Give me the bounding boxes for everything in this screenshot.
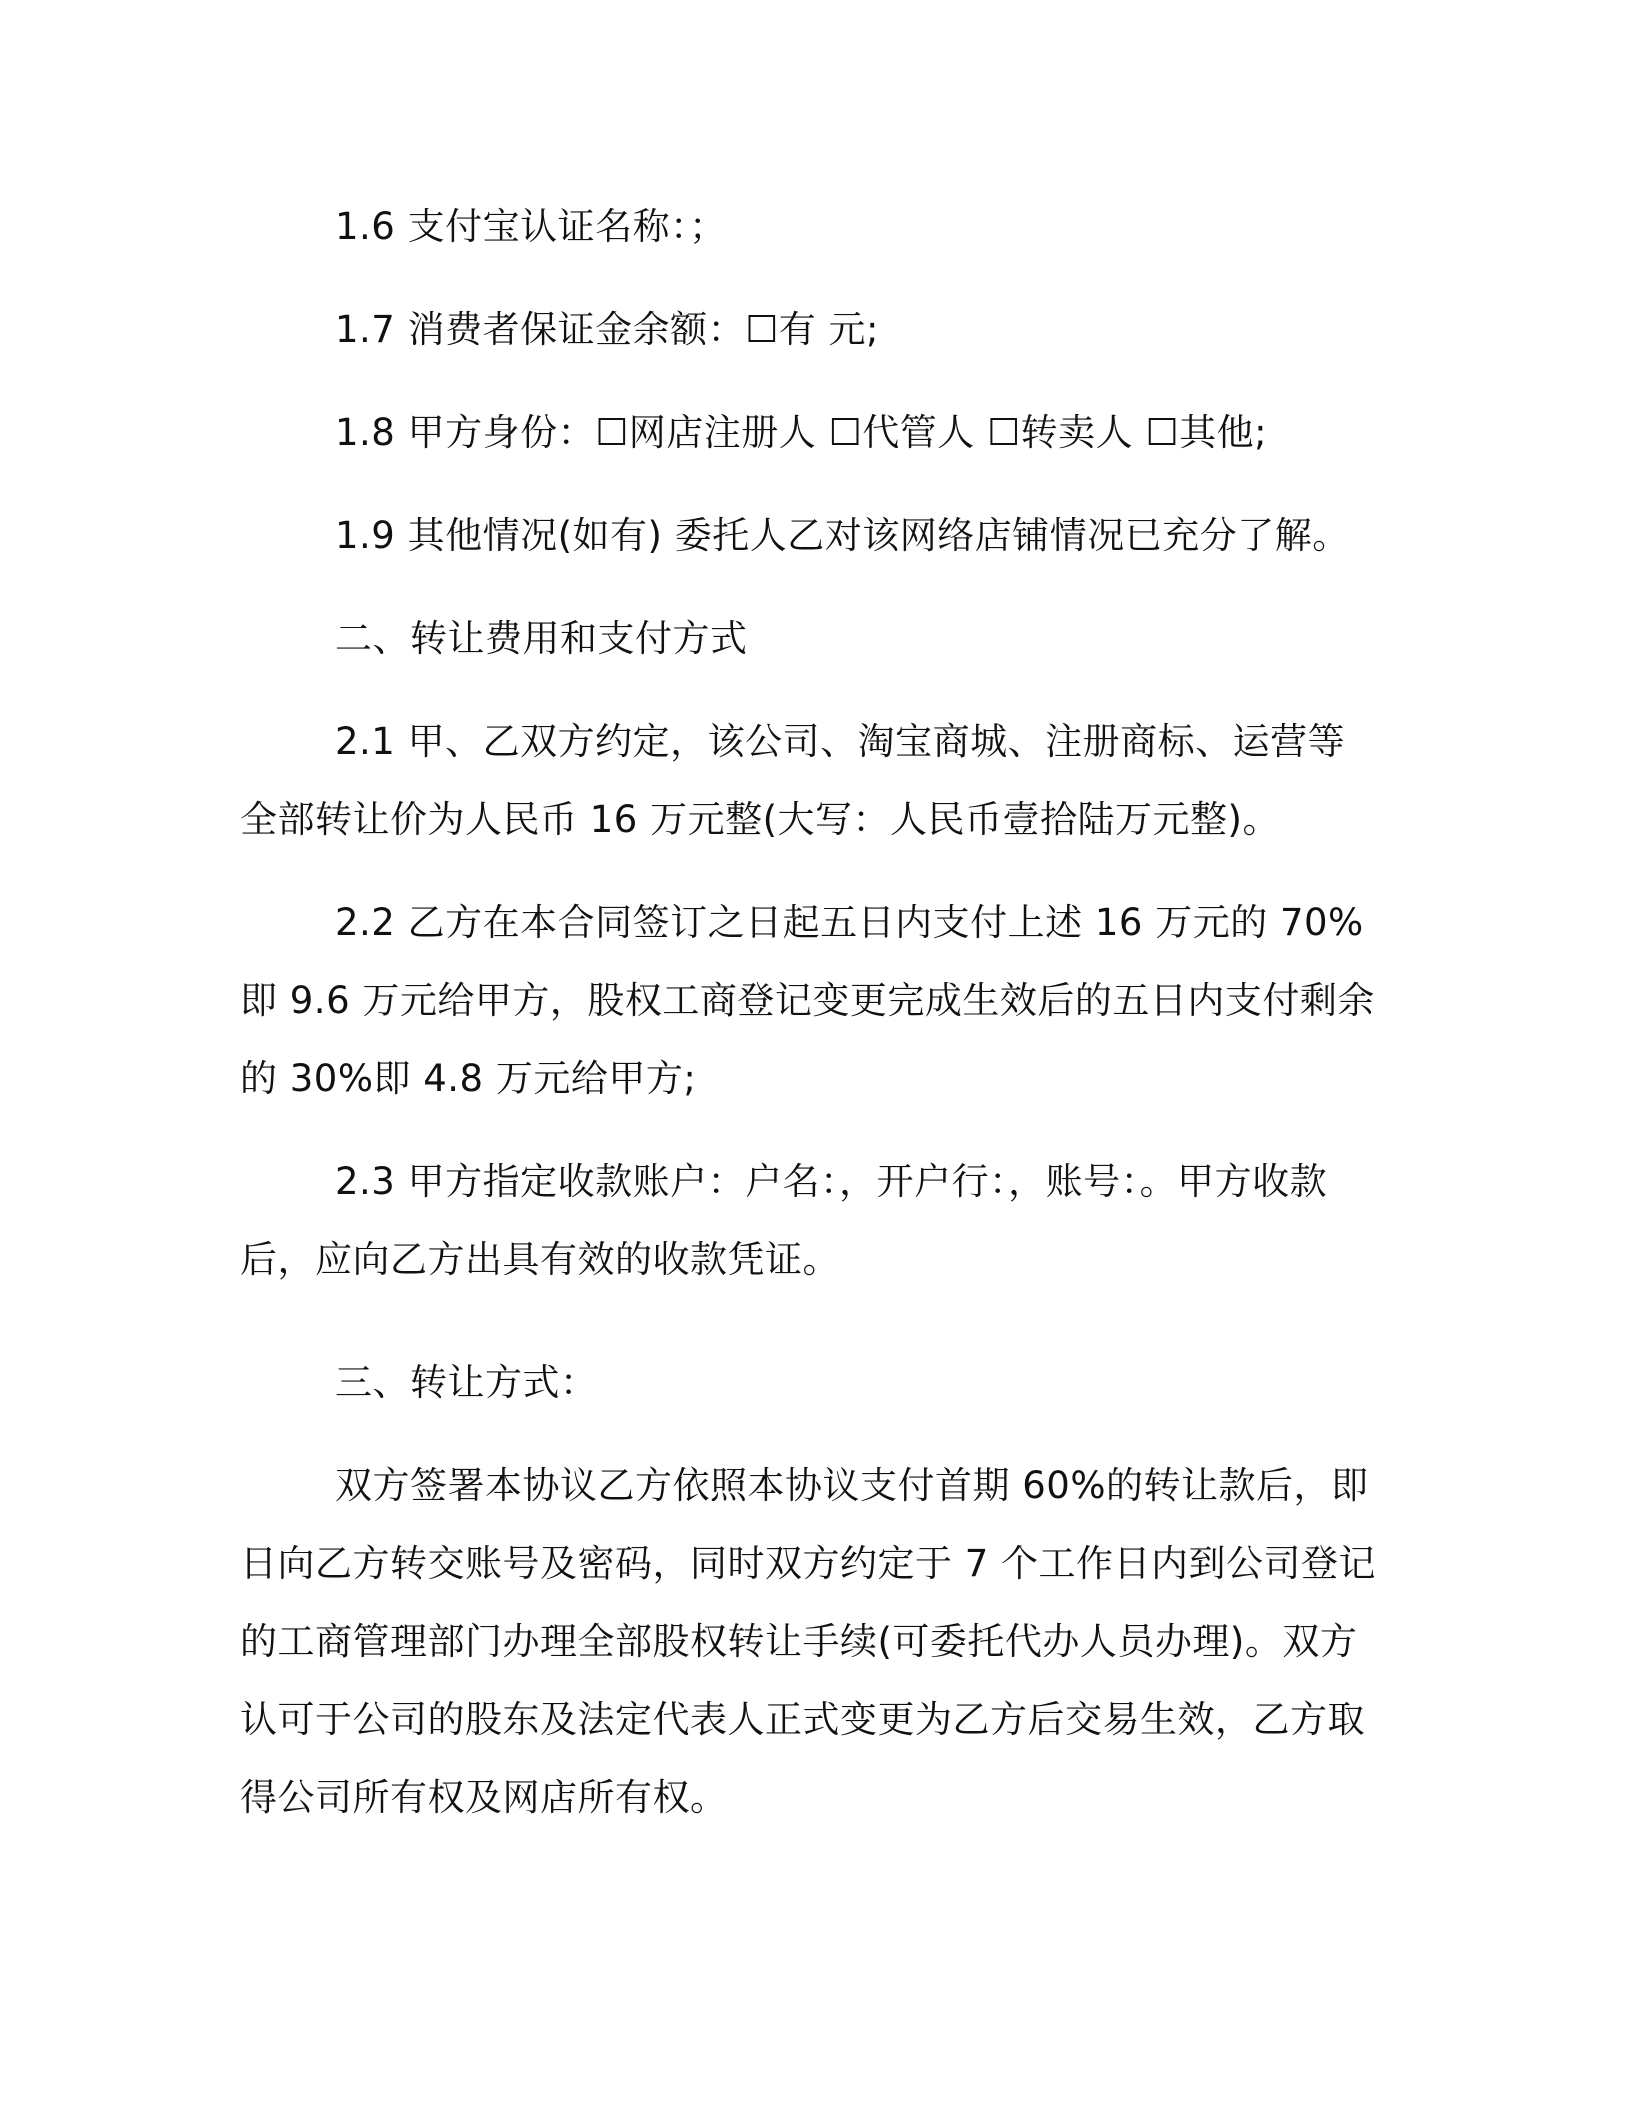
clause-2-2: 2.2 乙方在本合同签订之日起五日内支付上述 16 万元的 70%即 9.6 万元给甲方，股权工商登记变更完成生效后的五日内支付剩余的 30%即 4.8 万元给甲方; <box>240 901 1375 1100</box>
clause-3-body: 双方签署本协议乙方依照本协议支付首期 60%的转让款后，即日向乙方转交账号及密码，同时双方约定于 7 个工作日内到公司登记的工商管理部门办理全部股权转让手续(可委托代办人员办理)。双方认可于公司的股东及法定代表人正式变更为乙方后交易生效，乙方取得公司所有权及网店所有权。 <box>240 1464 1377 1819</box>
section-heading-3: 三、转让方式： <box>335 1361 598 1404</box>
clause-1-8: 1.8 甲方身份：☐网店注册人 ☐代管人 ☐转卖人 ☐其他; <box>335 411 1268 454</box>
clause-1-6: 1.6 支付宝认证名称：； <box>335 205 727 248</box>
clause-1-9: 1.9 其他情况(如有) 委托人乙对该网络店铺情况已充分了解。 <box>335 514 1350 557</box>
document-body <box>240 188 1380 1837</box>
section-heading-2: 二、转让费用和支付方式 <box>335 617 748 660</box>
clause-2-1: 2.1 甲、乙双方约定，该公司、淘宝商城、注册商标、运营等全部转让价为人民币 16 万元整(大写：人民币壹拾陆万元整)。 <box>240 720 1346 841</box>
clause-2-3: 2.3 甲方指定收款账户：户名：，开户行：，账号：。甲方收款后，应向乙方出具有效的收款凭证。 <box>240 1160 1328 1281</box>
clause-1-7: 1.7 消费者保证金余额：☐有 元; <box>335 308 879 351</box>
